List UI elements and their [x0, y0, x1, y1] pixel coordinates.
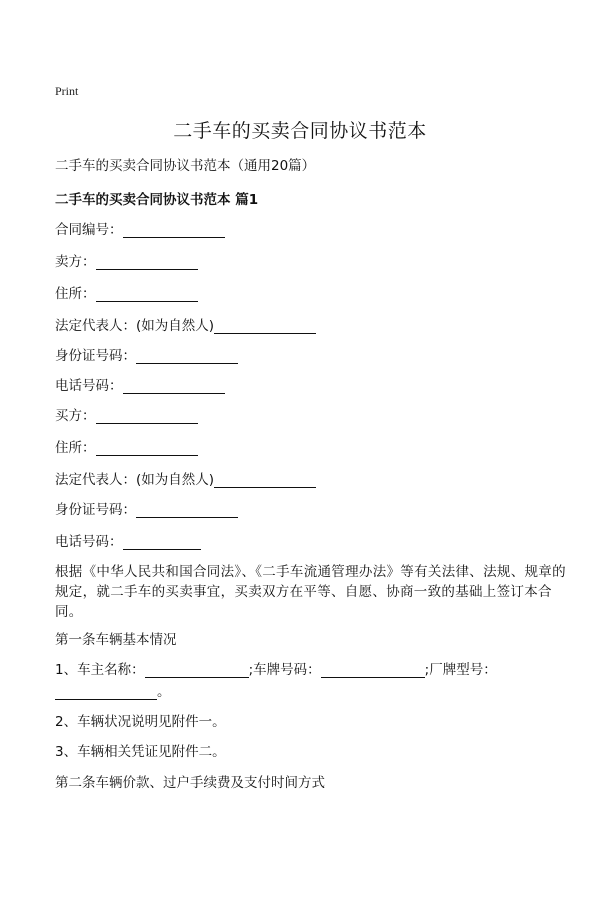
- blank-line: [123, 379, 225, 394]
- field-seller-legal-rep: [55, 314, 316, 334]
- blank-line: [136, 349, 238, 364]
- blank-line: [214, 319, 316, 334]
- field-label: 身份证号码：: [55, 502, 136, 518]
- field-label: 卖方：: [55, 254, 96, 270]
- blank-line: [96, 409, 198, 424]
- field-seller-id-number: [55, 344, 238, 364]
- field-label: 电话号码：: [55, 534, 123, 550]
- document-title: 二手车的买卖合同协议书范本: [173, 120, 427, 142]
- field-contract-number: [55, 218, 225, 238]
- item-2: 2、车辆状况说明见附件一。: [55, 714, 226, 730]
- item-1-end: 。: [157, 684, 171, 700]
- print-link[interactable]: Print: [55, 84, 79, 98]
- blank-line: [136, 503, 238, 518]
- field-seller-phone: [55, 374, 225, 394]
- field-seller-address: [55, 282, 198, 302]
- field-label: 身份证号码：: [55, 348, 136, 364]
- item-1-model-label: ;厂牌型号：: [424, 662, 497, 678]
- item-1-owner-label: 1、车主名称：: [55, 662, 145, 678]
- blank-line: [214, 473, 316, 488]
- document-subtitle: 二手车的买卖合同协议书范本（通用20篇）: [55, 158, 316, 174]
- field-buyer: [55, 404, 198, 424]
- blank-line: [123, 223, 225, 238]
- field-label: 合同编号：: [55, 222, 123, 238]
- field-buyer-id-number: [55, 498, 238, 518]
- article-2-title: 第二条车辆价款、过户手续费及支付时间方式: [55, 775, 325, 791]
- blank-line: [145, 663, 249, 678]
- field-buyer-phone: [55, 530, 201, 550]
- intro-paragraph: 根据《中华人民共和国合同法》、《二手车流通管理办法》等有关法律、法规、规章的规定，就二手车的买卖事宜，买卖双方在平等、自愿、协商一致的基础上签订本合同。: [55, 564, 566, 620]
- article-1-title: 第一条车辆基本情况: [55, 632, 177, 648]
- blank-line: [96, 441, 198, 456]
- item-3: 3、车辆相关凭证见附件二。: [55, 744, 226, 760]
- item-1-vehicle-info: [55, 658, 497, 678]
- item-1-plate-label: ;车牌号码：: [248, 662, 321, 678]
- field-label: 买方：: [55, 408, 96, 424]
- field-label: 住所：: [55, 286, 96, 302]
- blank-line: [321, 663, 425, 678]
- field-label: 法定代表人：(如为自然人): [55, 318, 215, 334]
- blank-line: [55, 685, 157, 700]
- field-seller: [55, 250, 198, 270]
- blank-line: [96, 255, 198, 270]
- field-label: 住所：: [55, 440, 96, 456]
- blank-line: [123, 535, 201, 550]
- item-1-continuation: [55, 680, 171, 700]
- section-title: 二手车的买卖合同协议书范本 篇1: [55, 192, 259, 208]
- blank-line: [96, 287, 198, 302]
- field-label: 电话号码：: [55, 378, 123, 394]
- field-buyer-legal-rep: [55, 468, 316, 488]
- field-label: 法定代表人：(如为自然人): [55, 472, 215, 488]
- field-buyer-address: [55, 436, 198, 456]
